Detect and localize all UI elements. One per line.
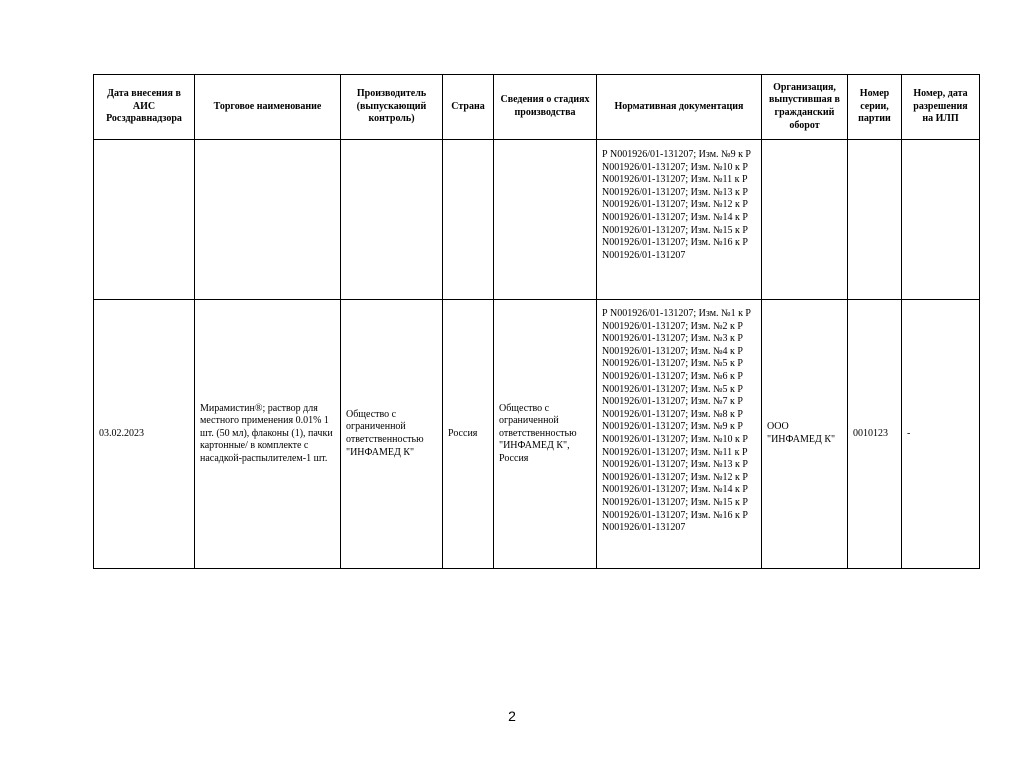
cell-country: Россия (443, 300, 494, 569)
cell-country (443, 140, 494, 300)
cell-series: 0010123 (848, 300, 902, 569)
cell-organization (762, 140, 848, 300)
cell-stages (494, 140, 597, 300)
cell-stages: Общество с ограниченной ответственностью "ИНФАМЕД К", Россия (494, 300, 597, 569)
cell-docs: Р N001926/01-131207; Изм. №1 к Р N001926/01-131207; Изм. №2 к Р N001926/01-131207; Изм. №3 к Р N001926/01-131207; Изм. №4 к Р N001926/01-131207; Изм. №5 к Р N001926/01-131207; Изм. №6 к Р N001926/01-131207; Изм. №5 к Р N001926/01-131207; Изм. №7 к Р N001926/01-131207; Изм. №8 к Р N001926/01-131207; Изм. №9 к Р N001926/01-131207; Изм. №10 к Р N001926/01-131207; Изм. №11 к Р N001926/01-131207; Изм. №13 к Р N001926/01-131207; Изм. №12 к Р N001926/01-131207; Изм. №14 к Р N001926/01-131207; Изм. №15 к Р N001926/01-131207; Изм. №16 к Р N001926/01-131207 (597, 300, 762, 569)
page-number: 2 (508, 708, 516, 724)
registry-table (93, 74, 980, 569)
header-trade-name: Торговое наименование (195, 75, 341, 140)
header-country: Страна (443, 75, 494, 140)
header-docs: Нормативная документация (597, 75, 762, 140)
cell-permit: - (902, 300, 980, 569)
header-date: Дата внесения в АИС Росздравнадзора (94, 75, 195, 140)
header-series: Номер серии, партии (848, 75, 902, 140)
cell-producer (341, 140, 443, 300)
table-row (94, 300, 980, 569)
table-row (94, 140, 980, 300)
cell-trade-name: Мирамистин®; раствор для местного применения 0.01% 1 шт. (50 мл), флаконы (1), пачки картонные/ в комплекте с насадкой-распылителем-1 шт. (195, 300, 341, 569)
cell-date: 03.02.2023 (94, 300, 195, 569)
cell-date (94, 140, 195, 300)
cell-permit (902, 140, 980, 300)
cell-producer: Общество с ограниченной ответственностью "ИНФАМЕД К" (341, 300, 443, 569)
header-stages: Сведения о стадиях производства (494, 75, 597, 140)
cell-docs: Р N001926/01-131207; Изм. №9 к Р N001926/01-131207; Изм. №10 к Р N001926/01-131207; Изм. №11 к Р N001926/01-131207; Изм. №13 к Р N001926/01-131207; Изм. №12 к Р N001926/01-131207; Изм. №14 к Р N001926/01-131207; Изм. №15 к Р N001926/01-131207; Изм. №16 к Р N001926/01-131207 (597, 140, 762, 300)
header-permit: Номер, дата разрешения на ИЛП (902, 75, 980, 140)
header-producer: Производитель (выпускающий контроль) (341, 75, 443, 140)
cell-series (848, 140, 902, 300)
cell-trade-name (195, 140, 341, 300)
header-organization: Организация, выпустившая в гражданский оборот (762, 75, 848, 140)
header-row (94, 75, 980, 140)
cell-organization: ООО "ИНФАМЕД К" (762, 300, 848, 569)
